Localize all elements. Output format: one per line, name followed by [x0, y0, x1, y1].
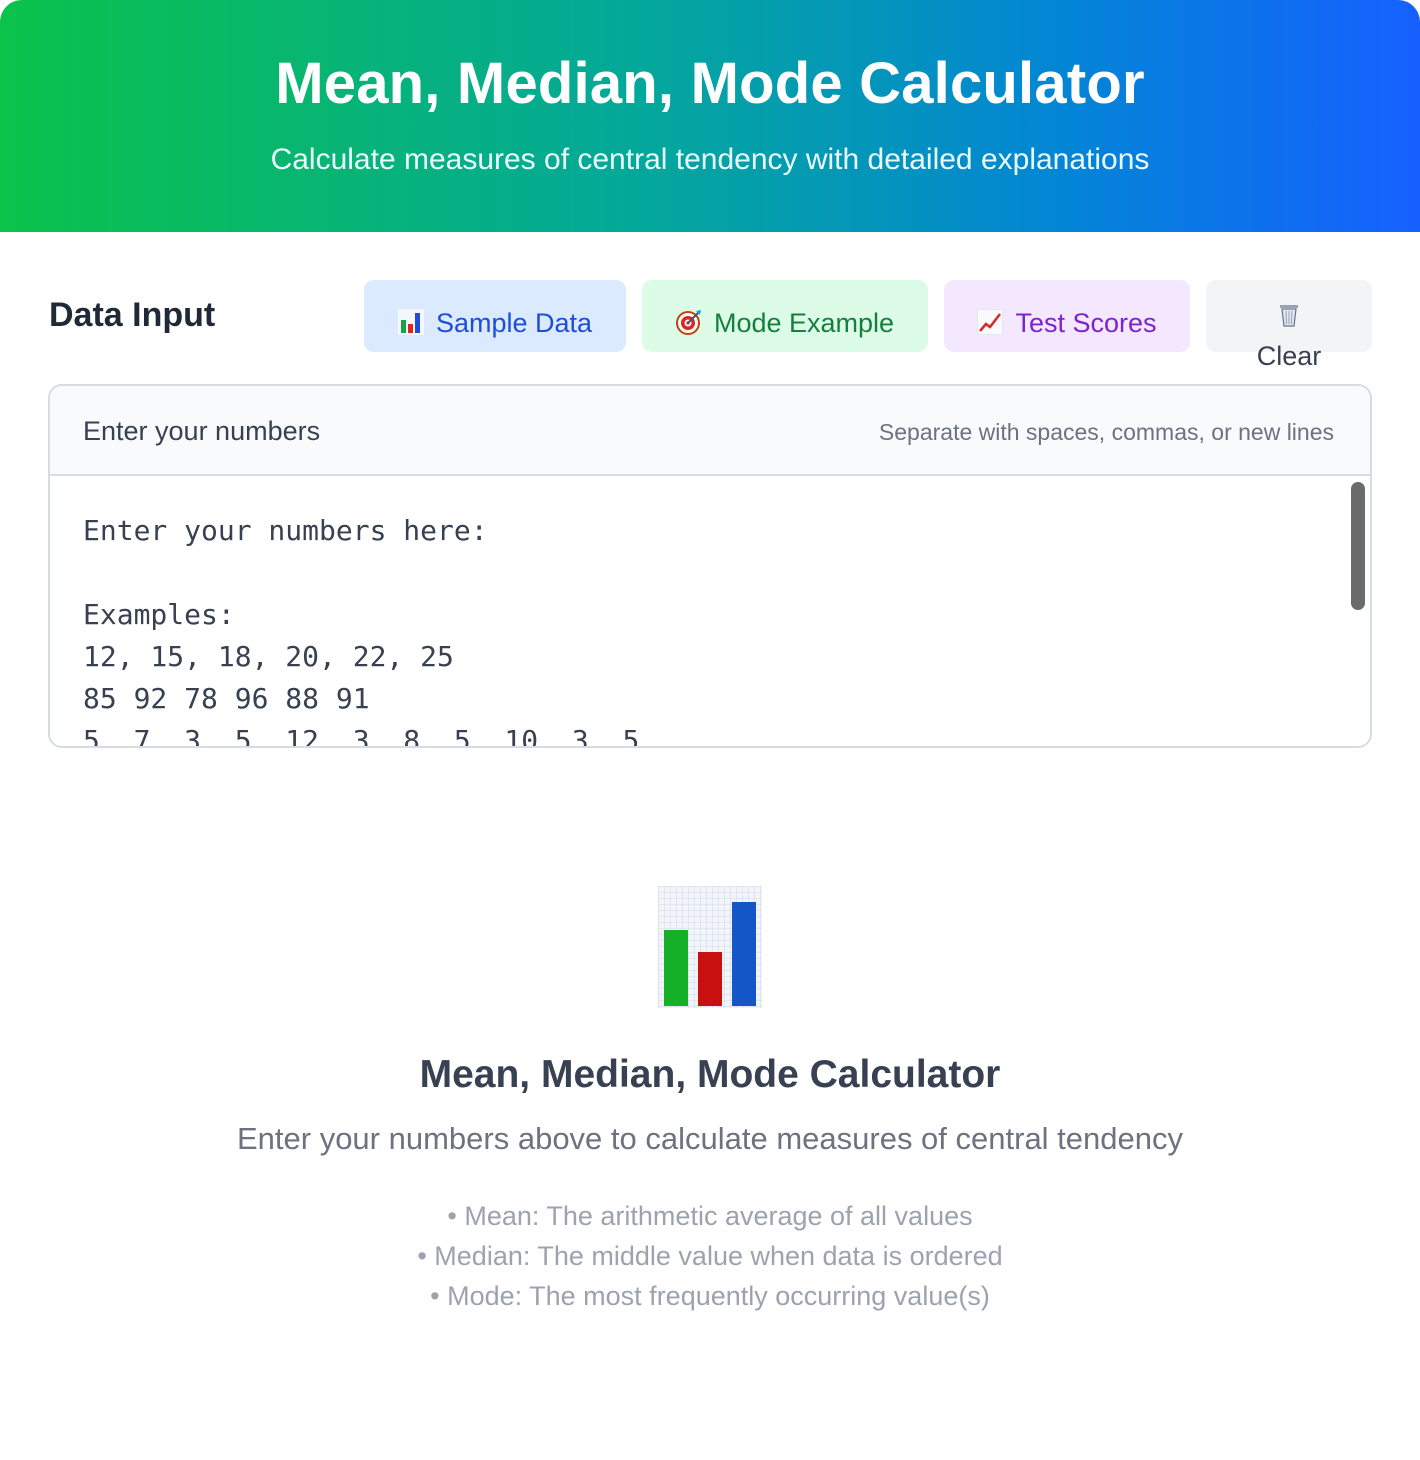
page-header — [0, 0, 1420, 232]
empty-state-description: Enter your numbers above to calculate measures of central tendency — [236, 1121, 1183, 1156]
clear-button[interactable] — [1206, 280, 1372, 371]
section-title: Data Input — [49, 296, 216, 334]
numbers-input-panel — [48, 384, 1372, 748]
numbers-textarea[interactable] — [50, 476, 1370, 746]
list-item: • Mode: The most frequently occurring value(s) — [430, 1281, 990, 1311]
sample-data-button[interactable] — [364, 280, 626, 352]
trash-icon — [1276, 301, 1302, 327]
textarea-scrollbar[interactable] — [1351, 482, 1365, 610]
list-item: • Median: The middle value when data is ordered — [417, 1241, 1003, 1271]
target-icon — [676, 309, 702, 335]
test-scores-label: Test Scores — [1015, 308, 1157, 338]
test-scores-button[interactable] — [944, 280, 1190, 352]
clear-label: Clear — [1256, 341, 1322, 371]
bar-chart-icon — [398, 309, 424, 335]
results-empty-state — [0, 870, 1420, 1316]
mode-example-button[interactable] — [642, 280, 928, 352]
list-item: • Mean: The arithmetic average of all values — [447, 1201, 973, 1231]
input-label: Enter your numbers — [83, 416, 321, 446]
bar-chart-icon — [658, 886, 762, 1008]
trend-up-icon — [977, 309, 1003, 335]
measures-explanation-list — [0, 1196, 1420, 1316]
page-title: Mean, Median, Mode Calculator — [275, 51, 1145, 116]
mode-example-label: Mode Example — [713, 308, 895, 338]
sample-data-label: Sample Data — [435, 308, 593, 338]
input-panel-header — [50, 386, 1370, 476]
page-subtitle: Calculate measures of central tendency with detailed explanations — [270, 143, 1150, 176]
empty-state-title: Mean, Median, Mode Calculator — [419, 1053, 1001, 1096]
input-hint: Separate with spaces, commas, or new lines — [878, 419, 1334, 445]
